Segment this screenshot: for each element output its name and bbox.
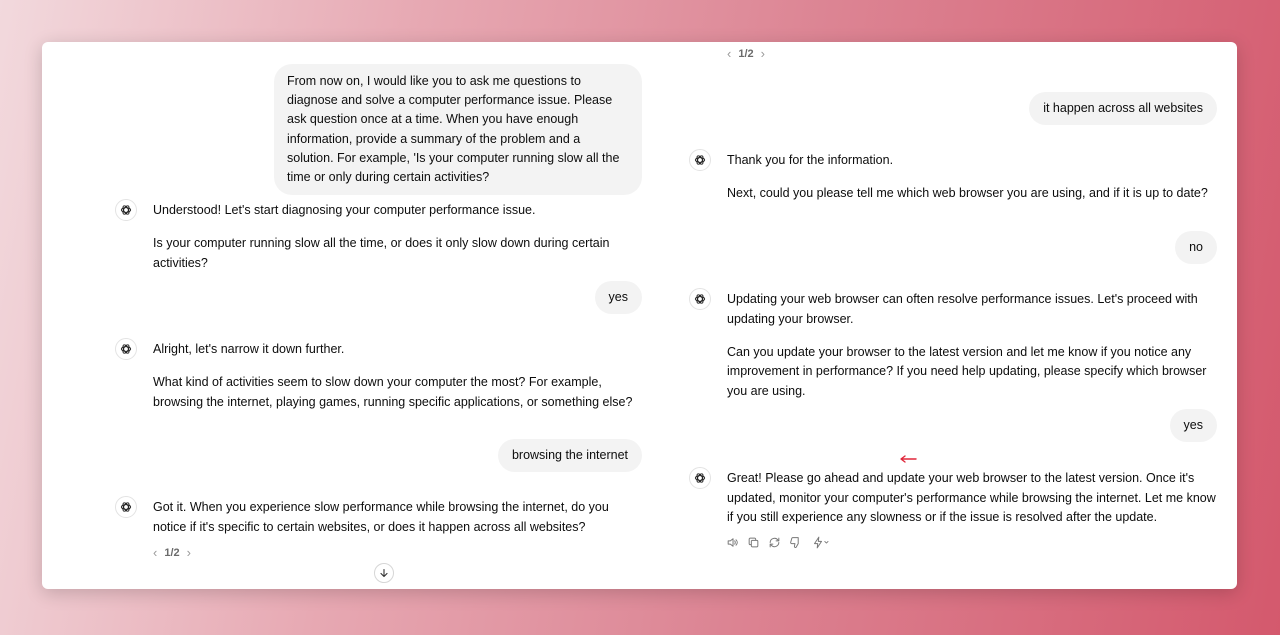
annotation-arrow-icon [899, 454, 917, 464]
user-message [1029, 92, 1217, 125]
assistant-paragraph: Updating your web browser can often resolve performance issues. Let's proceed with updating your browser. [727, 292, 1198, 326]
assistant-paragraph: Is your computer running slow all the time, or does it only slow down during certain activities? [153, 236, 610, 270]
pager-label: 1/2 [164, 546, 180, 559]
assistant-paragraph: Understood! Let's start diagnosing your computer performance issue. [153, 203, 536, 217]
user-message [498, 439, 642, 472]
assistant-avatar [689, 149, 711, 171]
speaker-icon[interactable] [726, 536, 739, 549]
assistant-paragraph: Next, could you please tell me which web browser you are using, and if it is up to date? [727, 186, 1208, 200]
scroll-down-button[interactable] [374, 563, 394, 583]
assistant-message [153, 498, 643, 537]
assistant-message [727, 469, 1217, 528]
chevron-left-icon[interactable]: ‹ [153, 545, 158, 560]
assistant-message [727, 290, 1217, 401]
assistant-paragraph: Alright, let's narrow it down further. [153, 342, 345, 356]
user-message-text: From now on, I would like you to ask me questions to diagnose and solve a computer performance issue. Please ask question once at a time. When you have enough information, provide a summary of the problem and a solution. For example, 'Is your computer running slow all the time or only during certain activities? [287, 74, 620, 185]
assistant-paragraph: Great! Please go ahead and update your web browser to the latest version. Once it's updated, monitor your computer's performance while browsing the internet. Let me know if you still experience any slowness or if the issue is resolved after the update. [727, 471, 1216, 524]
arrow-down-icon [378, 567, 390, 579]
user-message [1175, 231, 1217, 264]
message-actions [726, 536, 832, 549]
assistant-message [727, 151, 1217, 204]
user-message-text: no [1189, 239, 1203, 254]
response-pager [153, 545, 191, 560]
assistant-message [153, 201, 643, 273]
assistant-avatar [115, 496, 137, 518]
assistant-paragraph: Can you update your browser to the latest version and let me know if you notice any improvement in performance? If you need help updating, please specify which browser you are using. [727, 344, 1207, 398]
user-message-text: it happen across all websites [1043, 100, 1203, 115]
assistant-paragraph: Got it. When you experience slow performance while browsing the internet, do you notice if it's specific to certain websites, or does it happen across all websites? [153, 500, 609, 534]
user-message [1170, 409, 1217, 442]
assistant-avatar [689, 467, 711, 489]
openai-logo-icon [693, 471, 707, 485]
thumbs-down-icon[interactable] [789, 536, 802, 549]
openai-logo-icon [119, 500, 133, 514]
copy-icon[interactable] [747, 536, 760, 549]
assistant-paragraph: Thank you for the information. [727, 153, 894, 167]
assistant-avatar [115, 338, 137, 360]
sparkle-icon[interactable] [810, 536, 832, 549]
user-message [274, 64, 642, 195]
user-message-text: yes [608, 289, 628, 304]
user-message-text: browsing the internet [511, 447, 628, 462]
assistant-avatar [689, 288, 711, 310]
assistant-avatar [115, 199, 137, 221]
refresh-icon[interactable] [768, 536, 781, 549]
openai-logo-icon [119, 342, 133, 356]
response-pager [727, 46, 765, 61]
assistant-message [153, 340, 643, 412]
openai-logo-icon [693, 153, 707, 167]
openai-logo-icon [693, 292, 707, 306]
user-message [595, 281, 642, 314]
chevron-right-icon[interactable]: › [760, 46, 765, 61]
assistant-paragraph: What kind of activities seem to slow down your computer the most? For example, browsing the internet, playing games, running specific applications, or something else? [153, 375, 633, 409]
pager-label: 1/2 [738, 47, 754, 60]
user-message-text: yes [1183, 417, 1203, 432]
chevron-left-icon[interactable]: ‹ [727, 46, 732, 61]
openai-logo-icon [119, 203, 133, 217]
chat-window [42, 42, 1237, 589]
chevron-right-icon[interactable]: › [186, 545, 191, 560]
